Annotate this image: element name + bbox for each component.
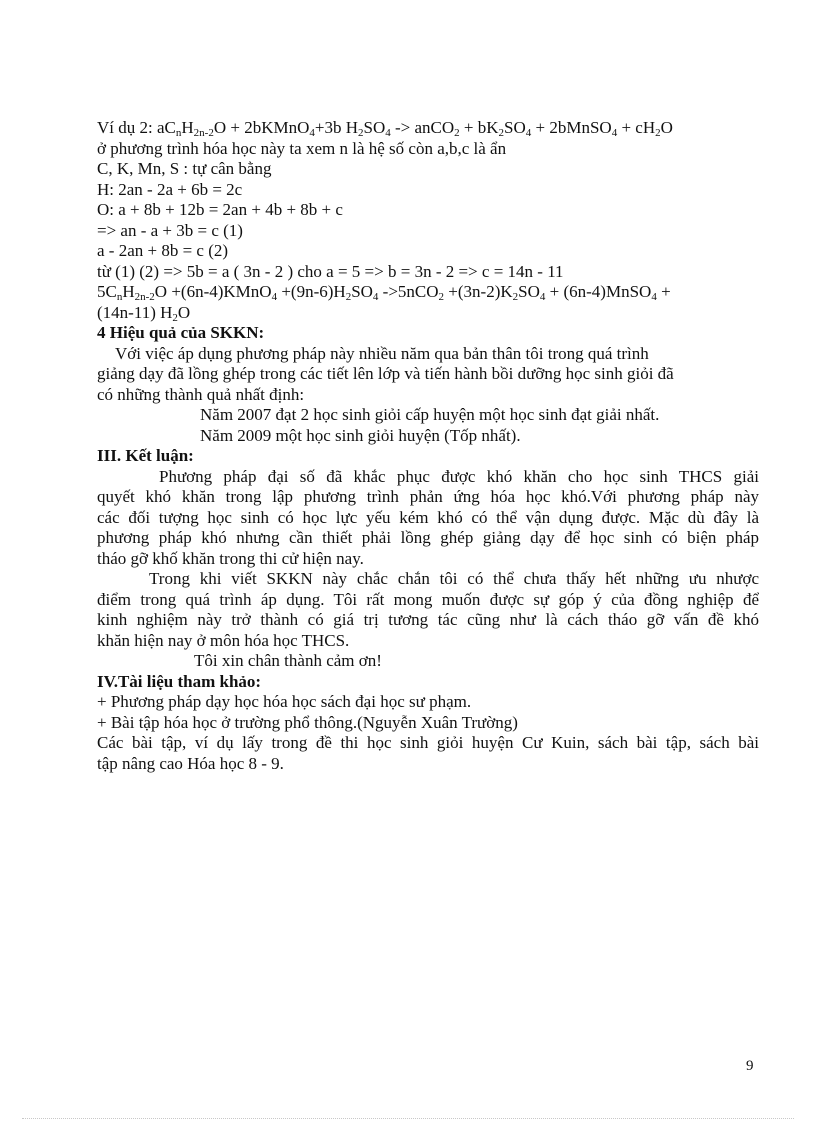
paragraph-line: quyết khó khăn trong lập phương trình phản ứng hóa học khó.Với phương pháp này — [97, 487, 759, 506]
section-heading-conclusion: III. Kết luận: — [97, 446, 194, 465]
reference-item: + Phương pháp dạy học hóa học sách đại học sư phạm. — [97, 692, 472, 711]
page-bottom-divider — [22, 1118, 794, 1119]
document-body — [97, 118, 759, 774]
result-line: Năm 2009 một học sinh giỏi huyện (Tốp nhất). — [200, 425, 521, 445]
paragraph-line: điểm trong quá trình áp dụng. Tôi rất mong muốn được sự góp ý của đồng nghiệp để — [97, 589, 759, 609]
paragraph-line: có những thành quả nhất định: — [97, 384, 305, 404]
equation-example-2: Ví dụ 2: $aC_nH_{2n-2}O$ + 2bKMnO$_4$+3b $H_2SO_4$ -> anCO$_2$ + $bK_2SO_4$ + 2bMnSO$_4$ + $cH_2O$ — [97, 118, 673, 139]
equation-line: O: a + 8b + 12b = 2an + 4b + 8b + c — [97, 200, 343, 219]
text-line: C, K, Mn, S : tự cân bằng — [97, 159, 272, 178]
reference-item: tập nâng cao Hóa học 8 - 9. — [97, 753, 284, 773]
thanks-line: Tôi xin chân thành cảm ơn! — [194, 651, 382, 670]
paragraph-line: các đối tượng học sinh có học lực yếu kém khó có thể vận dụng được. Mặc dù đây là — [97, 507, 759, 527]
paragraph-line: kinh nghiệm này trở thành có giá trị tương tác cũng như là cách tháo gỡ vấn đề khó — [97, 610, 759, 629]
paragraph-line: giảng dạy đã lồng ghép trong các tiết lên lớp và tiến hành bồi dưỡng học sinh giỏi đã — [97, 364, 674, 383]
section-heading-references: IV.Tài liệu tham khảo: — [97, 671, 262, 691]
paragraph-line: khăn hiện nay ở môn hóa học THCS. — [97, 630, 350, 650]
reference-item: Các bài tập, ví dụ lấy trong đề thi học sinh giỏi huyện Cư Kuin, sách bài tập, sách bài — [97, 733, 759, 752]
paragraph-line: Phương pháp đại số đã khắc phục được khó khăn cho học sinh THCS giải — [159, 466, 759, 486]
equation-line: => an - a + 3b = c (1) — [97, 220, 243, 240]
example-label: Ví dụ 2: — [97, 118, 157, 137]
paragraph-line: phương pháp khó nhưng cần thiết phải lồng ghép giảng dạy để học sinh có biện pháp — [97, 528, 759, 547]
page-number: 9 — [746, 1058, 754, 1074]
text-line: ở phương trình hóa học này ta xem n là hệ số còn a,b,c là ẩn — [97, 138, 507, 158]
paragraph-line: Với việc áp dụng phương pháp này nhiều năm qua bản thân tôi trong quá trình — [115, 343, 649, 363]
equation-line: a - 2an + 8b = c (2) — [97, 241, 229, 260]
paragraph-line: tháo gỡ khố khăn trong thi cử hiện nay. — [97, 548, 364, 568]
reference-item: + Bài tập hóa học ở trường phổ thông.(Nguyễn Xuân Trường) — [97, 712, 518, 732]
final-equation-cont: (14n-11) $H_2O$ — [97, 302, 191, 324]
equation-line: từ (1) (2) => 5b = a ( 3n - 2 ) cho a = 5 => b = 3n - 2 => c = 14n - 11 — [97, 261, 564, 281]
equation-line: H: 2an - 2a + 6b = 2c — [97, 179, 243, 199]
final-equation: $5C_nH_{2n-2}O$ +(6n-4)KMnO$_4$ $+(9n-6)H_2SO_4$ $->5nCO_2 +(3n-2)K_2SO_4$ + (6n-4)MnSO$_4$ + — [97, 282, 671, 303]
section-heading-effectiveness: 4 Hiệu quả của SKKN: — [97, 323, 265, 342]
paragraph-line: Trong khi viết SKKN này chắc chắn tôi có thể chưa thấy hết những ưu nhược — [149, 569, 759, 588]
result-line: Năm 2007 đạt 2 học sinh giỏi cấp huyện một học sinh đạt giải nhất. — [200, 405, 660, 424]
